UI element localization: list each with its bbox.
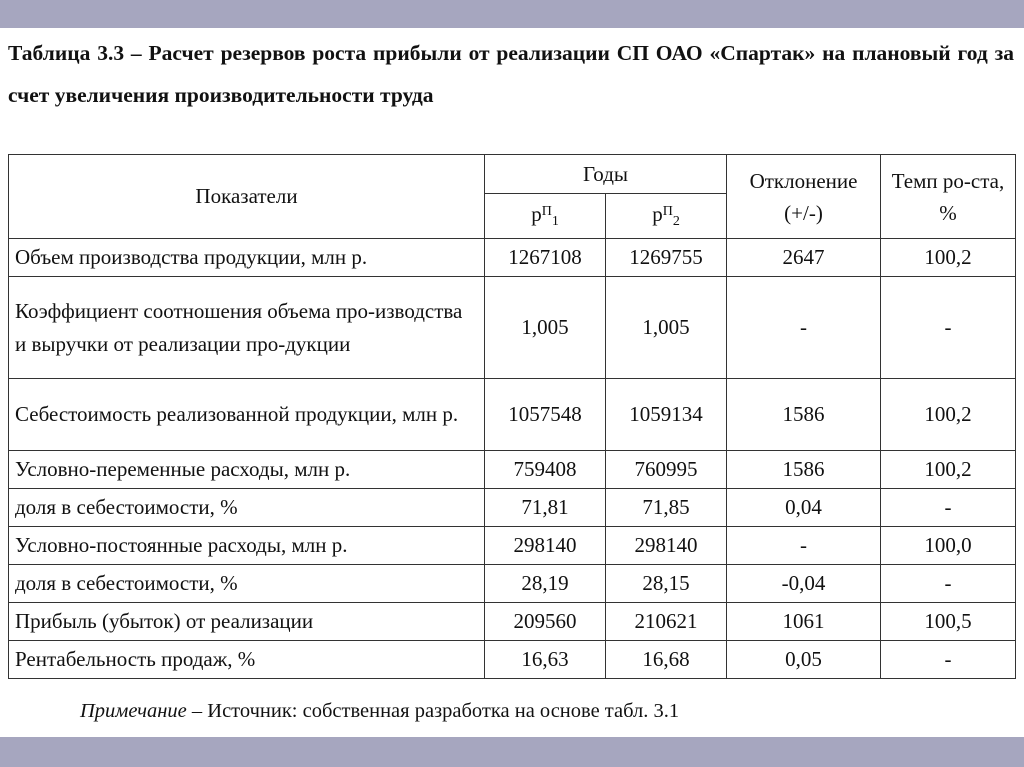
cell-deviation: - (727, 527, 881, 565)
rp1-base: р (531, 202, 542, 226)
cell-growth: - (881, 277, 1016, 379)
cell-p1: 1057548 (485, 379, 606, 451)
rp1-sup: П (541, 204, 552, 219)
cell-deviation: -0,04 (727, 565, 881, 603)
cell-p2: 1059134 (606, 379, 727, 451)
cell-growth: 100,0 (881, 527, 1016, 565)
cell-deviation: 1061 (727, 603, 881, 641)
row-label: доля в себестоимости, % (9, 489, 485, 527)
cell-deviation: 0,05 (727, 641, 881, 679)
header-rp2 (606, 194, 727, 239)
cell-growth: - (881, 489, 1016, 527)
cell-p1: 16,63 (485, 641, 606, 679)
cell-p1: 28,19 (485, 565, 606, 603)
cell-deviation: - (727, 277, 881, 379)
table-row (9, 239, 1016, 277)
header-deviation: Отклонение (+/-) (727, 155, 881, 239)
row-label: Прибыль (убыток) от реализации (9, 603, 485, 641)
cell-p1: 1267108 (485, 239, 606, 277)
table-row (9, 277, 1016, 379)
cell-growth: 100,2 (881, 239, 1016, 277)
cell-p2: 1,005 (606, 277, 727, 379)
cell-growth: 100,2 (881, 451, 1016, 489)
cell-p1: 71,81 (485, 489, 606, 527)
cell-growth: - (881, 641, 1016, 679)
table-row (9, 489, 1016, 527)
footnote-text: – Источник: собственная разработка на основе табл. 3.1 (186, 700, 680, 722)
table-row (9, 603, 1016, 641)
table-row (9, 527, 1016, 565)
cell-growth: 100,5 (881, 603, 1016, 641)
cell-p2: 16,68 (606, 641, 727, 679)
cell-p2: 71,85 (606, 489, 727, 527)
cell-p1: 209560 (485, 603, 606, 641)
cell-deviation: 2647 (727, 239, 881, 277)
cell-p1: 298140 (485, 527, 606, 565)
cell-growth: 100,2 (881, 379, 1016, 451)
bottom-band (0, 737, 1024, 767)
cell-growth: - (881, 565, 1016, 603)
row-label: Условно-переменные расходы, млн р. (9, 451, 485, 489)
rp1-sub: 1 (551, 214, 559, 229)
rp2-base: р (652, 202, 663, 226)
cell-p2: 28,15 (606, 565, 727, 603)
row-label: Коэффициент соотношения объема про-изводства и выручки от реализации про-дукции (9, 277, 485, 379)
row-label: Условно-постоянные расходы, млн р. (9, 527, 485, 565)
table-row (9, 451, 1016, 489)
cell-deviation: 1586 (727, 451, 881, 489)
top-band (0, 0, 1024, 28)
header-indicators: Показатели (9, 155, 485, 239)
cell-p2: 1269755 (606, 239, 727, 277)
row-label: доля в себестоимости, % (9, 565, 485, 603)
footnote (80, 700, 679, 723)
table-row (9, 379, 1016, 451)
cell-p2: 298140 (606, 527, 727, 565)
cell-p2: 210621 (606, 603, 727, 641)
row-label: Себестоимость реализованной продукции, млн р. (9, 379, 485, 451)
cell-deviation: 1586 (727, 379, 881, 451)
header-years: Годы (485, 155, 727, 194)
header-rp1 (485, 194, 606, 239)
row-label: Объем производства продукции, млн р. (9, 239, 485, 277)
cell-deviation: 0,04 (727, 489, 881, 527)
table-title: Таблица 3.3 – Расчет резервов роста прибыли от реализации СП ОАО «Спартак» на плановый год за счет увеличения производительности труда (8, 41, 1014, 107)
data-table (8, 154, 1016, 679)
row-label: Рентабельность продаж, % (9, 641, 485, 679)
cell-p1: 759408 (485, 451, 606, 489)
rp2-sub: 2 (672, 214, 680, 229)
table-row (9, 641, 1016, 679)
cell-p1: 1,005 (485, 277, 606, 379)
header-growth: Темп ро-ста, % (881, 155, 1016, 239)
cell-p2: 760995 (606, 451, 727, 489)
footnote-label: Примечание (80, 700, 187, 722)
table-row (9, 565, 1016, 603)
rp2-sup: П (662, 204, 673, 219)
